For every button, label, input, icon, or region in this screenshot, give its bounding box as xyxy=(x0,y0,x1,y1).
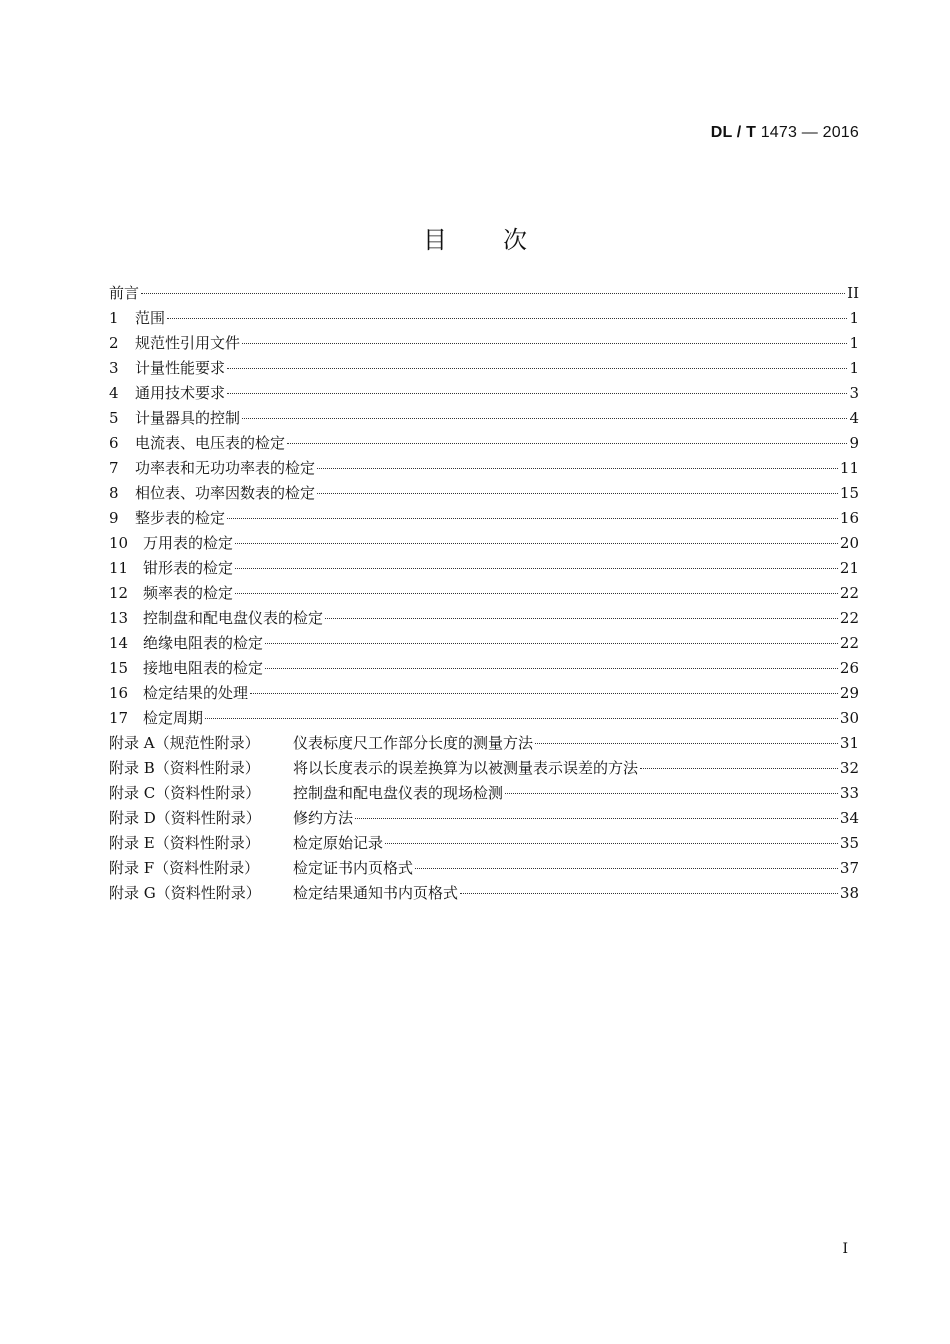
toc-entry[interactable] xyxy=(109,607,859,632)
toc-entry-number: 4 xyxy=(109,384,119,402)
toc-dot-leader xyxy=(242,418,847,419)
toc-dot-leader xyxy=(227,518,838,519)
toc-entry-label: 检定证书内页格式 xyxy=(293,859,414,877)
toc-entry-label: 规范性引用文件 xyxy=(135,334,241,352)
toc-entry-label: 范围 xyxy=(135,309,166,327)
toc-entry-label: 检定结果通知书内页格式 xyxy=(293,884,459,902)
toc-entry-label: 接地电阻表的检定 xyxy=(143,659,264,677)
toc-dot-leader xyxy=(141,293,845,294)
toc-entry[interactable] xyxy=(109,557,859,582)
toc-entry-page: 22 xyxy=(839,584,859,602)
toc-entry-page: 22 xyxy=(839,634,859,652)
page-number: I xyxy=(842,1241,848,1257)
toc-entry-label: 功率表和无功功率表的检定 xyxy=(135,459,316,477)
toc-entry[interactable] xyxy=(109,507,859,532)
toc-entry[interactable] xyxy=(109,657,859,682)
toc-entry-label: 前言 xyxy=(109,284,140,302)
toc-entry-label: 相位表、功率因数表的检定 xyxy=(135,484,316,502)
toc-entry-page: 33 xyxy=(839,784,859,802)
toc-entry-number: 附录 G（资料性附录） xyxy=(109,884,261,902)
toc-entry-number: 8 xyxy=(109,484,119,502)
toc-entry-number: 附录 B（资料性附录） xyxy=(109,759,260,777)
toc-entry[interactable] xyxy=(109,732,859,757)
toc-entry-page: 21 xyxy=(839,559,859,577)
toc-entry-page: 34 xyxy=(839,809,859,827)
toc-entry-number: 6 xyxy=(109,434,119,452)
toc-entry-page: 22 xyxy=(839,609,859,627)
toc-entry-number: 10 xyxy=(109,534,129,552)
toc-dot-leader xyxy=(535,743,838,744)
toc-entry-page: 31 xyxy=(839,734,859,752)
toc-entry-number: 1 xyxy=(109,309,119,327)
toc-dot-leader xyxy=(385,843,838,844)
toc-dot-leader xyxy=(242,343,847,344)
toc-entry-page: 38 xyxy=(839,884,859,902)
toc-entry[interactable] xyxy=(109,682,859,707)
toc-entry-number: 16 xyxy=(109,684,129,702)
toc-entry[interactable] xyxy=(109,632,859,657)
toc-entry-number: 7 xyxy=(109,459,119,477)
toc-dot-leader xyxy=(227,368,847,369)
toc-entry[interactable] xyxy=(109,582,859,607)
toc-dot-leader xyxy=(640,768,838,769)
toc-entry-label: 计量性能要求 xyxy=(135,359,226,377)
toc-entry-number: 附录 E（资料性附录） xyxy=(109,834,260,852)
toc-entry[interactable] xyxy=(109,357,859,382)
toc-dot-leader xyxy=(205,718,838,719)
toc-entry-page: 4 xyxy=(849,409,859,427)
toc-entry-page: 1 xyxy=(849,309,859,327)
toc-entry-number: 附录 F（资料性附录） xyxy=(109,859,260,877)
toc-entry-number: 15 xyxy=(109,659,129,677)
toc-entry-label: 检定原始记录 xyxy=(293,834,384,852)
toc-entry-number: 12 xyxy=(109,584,129,602)
toc-entry-label: 检定结果的处理 xyxy=(143,684,249,702)
toc-entry-page: 26 xyxy=(839,659,859,677)
toc-dot-leader xyxy=(265,643,838,644)
toc-entry-number: 11 xyxy=(109,559,129,577)
toc-dot-leader xyxy=(235,568,838,569)
toc-entry[interactable] xyxy=(109,407,859,432)
toc-entry-label: 修约方法 xyxy=(293,809,354,827)
toc-dot-leader xyxy=(505,793,838,794)
toc-entry-page: 35 xyxy=(839,834,859,852)
toc-dot-leader xyxy=(227,393,847,394)
toc-entry-page: 16 xyxy=(839,509,859,527)
toc-dot-leader xyxy=(235,543,838,544)
toc-entry-number: 5 xyxy=(109,409,119,427)
toc-entry-page: 1 xyxy=(849,359,859,377)
toc-entry-label: 绝缘电阻表的检定 xyxy=(143,634,264,652)
toc-dot-leader xyxy=(167,318,847,319)
toc-dot-leader xyxy=(287,443,847,444)
toc-entry[interactable] xyxy=(109,707,859,732)
toc-entry-label: 计量器具的控制 xyxy=(135,409,241,427)
toc-entry[interactable] xyxy=(109,457,859,482)
toc-entry[interactable] xyxy=(109,882,859,907)
toc-entry-number: 13 xyxy=(109,609,129,627)
toc-entry[interactable] xyxy=(109,757,859,782)
toc-entry-label: 仪表标度尺工作部分长度的测量方法 xyxy=(293,734,534,752)
toc-entry[interactable] xyxy=(109,782,859,807)
toc-entry-number: 附录 C（资料性附录） xyxy=(109,784,261,802)
toc-entry-label: 通用技术要求 xyxy=(135,384,226,402)
toc-entry[interactable] xyxy=(109,307,859,332)
toc-entry[interactable] xyxy=(109,482,859,507)
standard-number: 1473 — 2016 xyxy=(756,124,859,141)
toc-entry-page: 9 xyxy=(849,434,859,452)
standard-code xyxy=(711,124,859,142)
toc-entry-label: 整步表的检定 xyxy=(135,509,226,527)
toc-entry-number: 9 xyxy=(109,509,119,527)
toc-entry-number: 附录 D（资料性附录） xyxy=(109,809,261,827)
toc-entry-label: 将以长度表示的误差换算为以被测量表示误差的方法 xyxy=(293,759,639,777)
toc-entry[interactable] xyxy=(109,282,859,307)
toc-entry[interactable] xyxy=(109,857,859,882)
toc-dot-leader xyxy=(317,493,838,494)
toc-dot-leader xyxy=(460,893,838,894)
toc-entry[interactable] xyxy=(109,532,859,557)
toc-entry[interactable] xyxy=(109,332,859,357)
toc-entry-number: 2 xyxy=(109,334,119,352)
toc-entry-page: 1 xyxy=(849,334,859,352)
toc-entry-number: 14 xyxy=(109,634,129,652)
toc-entry[interactable] xyxy=(109,432,859,457)
toc-entry-label: 控制盘和配电盘仪表的现场检测 xyxy=(293,784,504,802)
toc-entry-label: 控制盘和配电盘仪表的检定 xyxy=(143,609,324,627)
toc-entry-number: 3 xyxy=(109,359,119,377)
toc-entry-label: 检定周期 xyxy=(143,709,204,727)
toc-entry[interactable] xyxy=(109,807,859,832)
toc-entry-label: 万用表的检定 xyxy=(143,534,234,552)
toc-title: 目次 xyxy=(423,226,583,255)
toc-entry-page: 32 xyxy=(839,759,859,777)
toc-entry-page: 20 xyxy=(839,534,859,552)
toc-entry[interactable] xyxy=(109,832,859,857)
toc-dot-leader xyxy=(325,618,838,619)
standard-prefix: DL / T xyxy=(710,124,757,141)
toc-dot-leader xyxy=(317,468,838,469)
toc-entry-number: 附录 A（规范性附录） xyxy=(109,734,260,752)
toc-dot-leader xyxy=(250,693,838,694)
toc-entry-label: 电流表、电压表的检定 xyxy=(135,434,286,452)
table-of-contents xyxy=(109,282,859,907)
toc-dot-leader xyxy=(235,593,838,594)
toc-dot-leader xyxy=(415,868,838,869)
toc-dot-leader xyxy=(355,818,838,819)
toc-entry-label: 频率表的检定 xyxy=(143,584,234,602)
toc-entry-page: 15 xyxy=(839,484,859,502)
toc-entry[interactable] xyxy=(109,382,859,407)
toc-entry-page: 37 xyxy=(839,859,859,877)
toc-entry-page: 3 xyxy=(849,384,859,402)
toc-entry-number: 17 xyxy=(109,709,129,727)
toc-entry-page: 11 xyxy=(839,459,859,477)
toc-entry-page: 30 xyxy=(839,709,859,727)
toc-entry-label: 钳形表的检定 xyxy=(143,559,234,577)
toc-dot-leader xyxy=(265,668,838,669)
toc-entry-page: 29 xyxy=(839,684,859,702)
toc-entry-page: II xyxy=(847,284,859,302)
